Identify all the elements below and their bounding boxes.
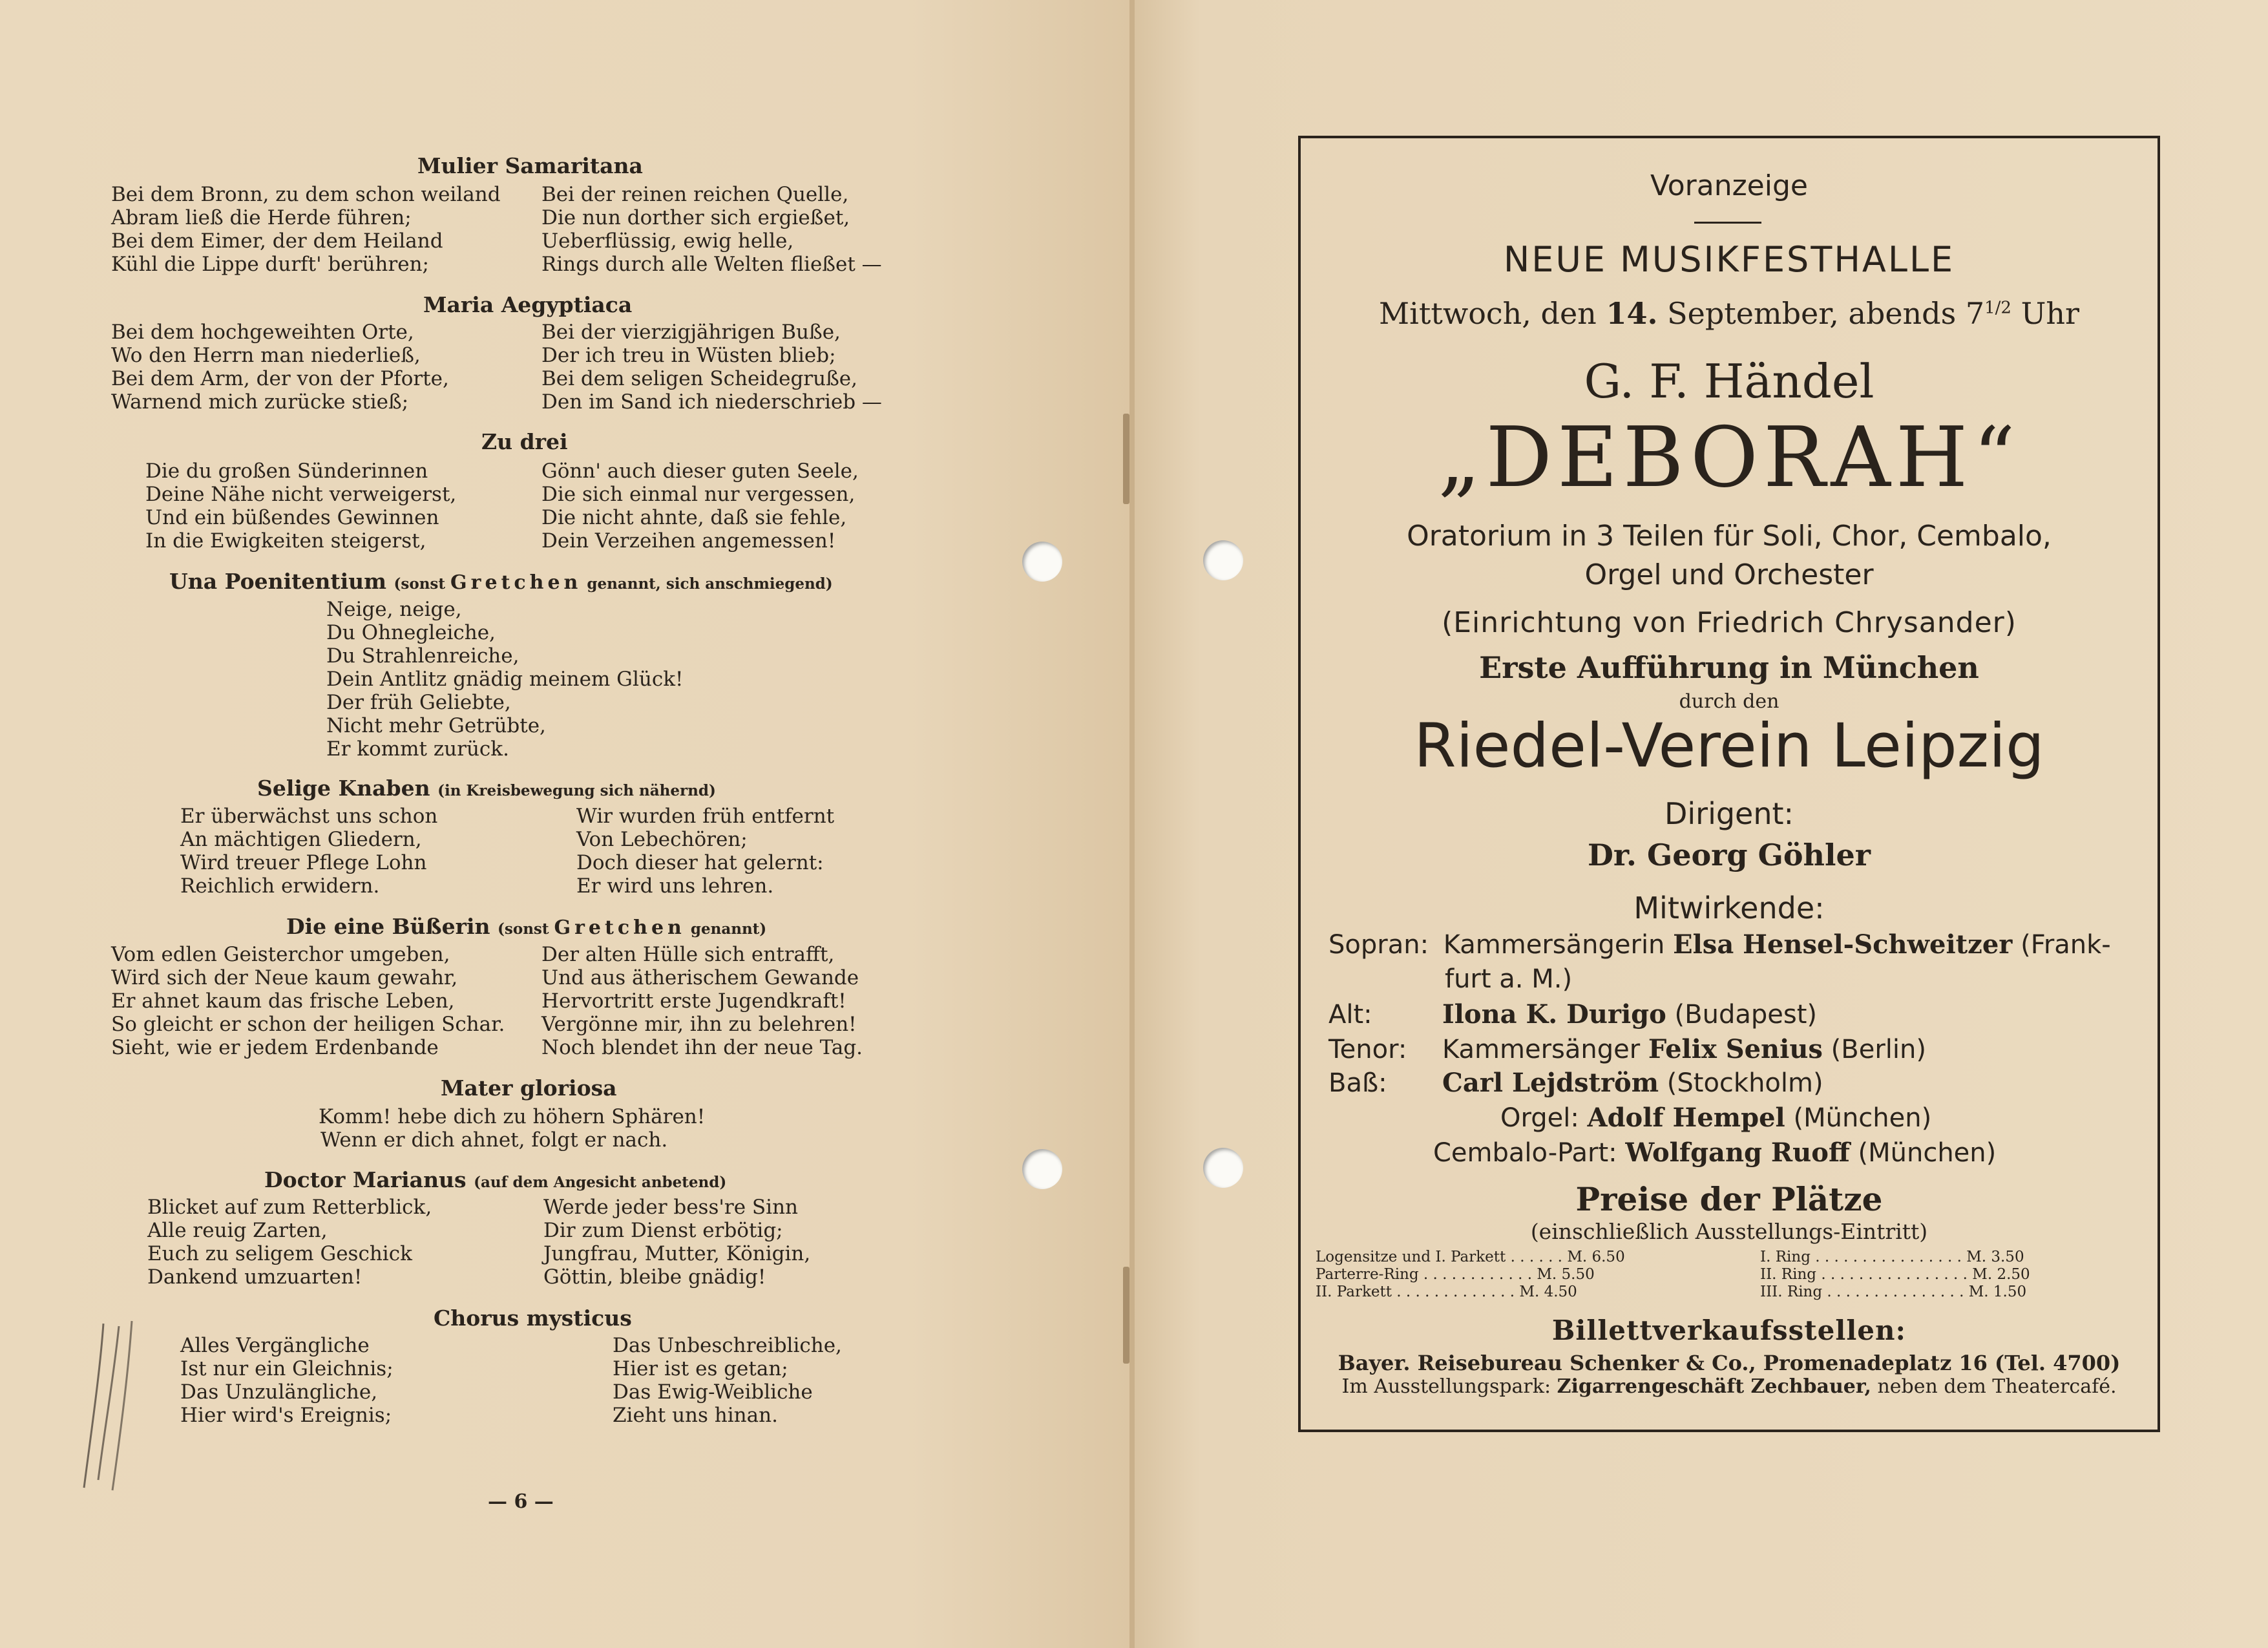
- arrangement-note: (Einrichtung von Friedrich Chrysander): [1442, 606, 2017, 639]
- speaker-heading: Maria Aegyptiaca: [423, 292, 633, 317]
- speaker-name: Doctor Marianus: [264, 1167, 467, 1192]
- speaker-heading: Mulier Samaritana: [417, 153, 643, 178]
- verse-line: Wo den Herrn man niederließ,: [111, 344, 421, 367]
- verse-line: Euch zu seligem Geschick: [147, 1242, 412, 1265]
- verse-line: Abram ließ die Herde führen;: [111, 206, 412, 229]
- divider-rule: [1694, 222, 1761, 224]
- verse-column-right: [541, 460, 859, 553]
- speaker-heading: Zu drei: [481, 429, 568, 454]
- ensemble-name: Riedel-Verein Leipzig: [1414, 711, 2044, 781]
- verse-line: Jungfrau, Mutter, Königin,: [543, 1242, 811, 1265]
- verse-line: Die nun dorther sich ergießet,: [541, 206, 850, 229]
- verse-line: Reichlich erwidern.: [180, 874, 380, 898]
- speaker-heading: Chorus mysticus: [434, 1305, 632, 1331]
- pencil-scribble: [65, 1318, 155, 1493]
- stage-direction: (sonst Gretchen genannt, sich anschmiegend): [394, 571, 833, 594]
- verse-line: Die sich einmal nur vergessen,: [541, 483, 856, 506]
- speaker-heading: Mater gloriosa: [441, 1075, 617, 1101]
- verse-line: Dankend umzuarten!: [147, 1265, 362, 1289]
- ticket-outlet: Bayer. Reisebureau Schenker & Co., Promenadeplatz 16 (Tel. 4700): [1338, 1351, 2121, 1375]
- price-row: II. Ring . . . . . . . . . . . . . . . . M. 2.50: [1760, 1266, 2030, 1283]
- verse-line: Die nicht ahnte, daß sie fehle,: [541, 506, 847, 529]
- speaker-heading: [169, 569, 833, 594]
- verse-line: Wird treuer Pflege Lohn: [180, 851, 427, 874]
- verse-line: Kühl die Lippe durft' berühren;: [111, 253, 429, 276]
- speaker-name: Una Poenitentium: [169, 569, 387, 594]
- tickets-heading: Billettverkaufsstellen:: [1551, 1315, 1907, 1346]
- verse-line: Zieht uns hinan.: [613, 1404, 778, 1427]
- faust-text: [0, 0, 1132, 1648]
- stage-direction: (sonst Gretchen genannt): [498, 916, 767, 939]
- speaker-name: Selige Knaben: [257, 776, 430, 801]
- premiere-note: Erste Aufführung in München: [1479, 650, 1979, 685]
- verse-line: Das Unzulängliche,: [180, 1380, 378, 1404]
- verse-line: Er ahnet kaum das frische Leben,: [111, 989, 455, 1013]
- cast-soprano-place: furt a. M.): [1445, 964, 1573, 994]
- verse-line: Wird sich der Neue kaum gewahr,: [111, 966, 458, 989]
- cast-bass: Baß: Carl Lejdström (Stockholm): [1328, 1068, 1823, 1098]
- verse-line: Bei der vierzigjährigen Buße,: [541, 321, 841, 344]
- composer: G. F. Händel: [1584, 354, 1874, 408]
- verse-line: Vergönne mir, ihn zu belehren!: [541, 1013, 857, 1036]
- verse-line: Bei dem Arm, der von der Pforte,: [111, 367, 449, 390]
- verse-line: Neige, neige,: [326, 598, 462, 621]
- verse-line: Noch blendet ihn der neue Tag.: [541, 1036, 863, 1059]
- work-title: „DEBORAH“: [1438, 410, 2021, 506]
- verse-column-right: [576, 805, 834, 898]
- verse-line: Deine Nähe nicht verweigerst,: [145, 483, 457, 506]
- price-row: II. Parkett . . . . . . . . . . . . . M. 4.50: [1316, 1284, 1577, 1300]
- verse-line: Hervortritt erste Jugendkraft!: [541, 989, 846, 1013]
- verse-line: Der ich treu in Wüsten blieb;: [541, 344, 836, 367]
- verse-line: Der alten Hülle sich entrafft,: [541, 943, 835, 966]
- verse-line: Blicket auf zum Retterblick,: [147, 1196, 432, 1219]
- verse-line: Und ein büßendes Gewinnen: [145, 506, 439, 529]
- cast-tenor: Tenor: Kammersänger Felix Senius (Berlin): [1328, 1034, 1926, 1064]
- verse-line: Dir zum Dienst erbötig;: [543, 1219, 783, 1242]
- speaker-heading: [286, 914, 766, 939]
- verse-line: Rings durch alle Welten fließet —: [541, 253, 882, 276]
- performers-label: Mitwirkende:: [1633, 891, 1825, 925]
- stage-direction: (auf dem Angesicht anbetend): [474, 1174, 727, 1191]
- punch-hole: [1203, 540, 1243, 580]
- by-line: durch den: [1679, 690, 1780, 713]
- verse-line: Alle reuig Zarten,: [147, 1219, 328, 1242]
- verse-line: Wenn er dich ahnet, folgt er nach.: [320, 1128, 668, 1152]
- price-row: Logensitze und I. Parkett . . . . . . M. 6.50: [1316, 1249, 1625, 1265]
- cast-soprano: Sopran: Kammersängerin Elsa Hensel-Schweitzer (Frank-: [1328, 929, 2111, 960]
- verse-column-right: [541, 321, 882, 414]
- verse-line: Hier ist es getan;: [613, 1357, 788, 1380]
- verse-line: Komm! hebe dich zu höhern Sphären!: [319, 1105, 706, 1128]
- price-row: I. Ring . . . . . . . . . . . . . . . . M. 3.50: [1760, 1249, 2024, 1265]
- verse-line: Das Ewig-Weibliche: [613, 1380, 813, 1404]
- verse-line: Gönn' auch dieser guten Seele,: [541, 460, 859, 483]
- verse-line: Warnend mich zurücke stieß;: [111, 390, 409, 414]
- verse-line: Das Unbeschreibliche,: [613, 1334, 842, 1357]
- verse-line: Und aus ätherischem Gewande: [541, 966, 859, 989]
- verse-line: Werde jeder bess're Sinn: [543, 1196, 798, 1219]
- cast-organ: Orgel: Adolf Hempel (München): [1500, 1103, 1932, 1133]
- verse-column-right: [613, 1334, 842, 1427]
- cast-alto: Alt: Ilona K. Durigo (Budapest): [1328, 999, 1817, 1030]
- cast-harpsichord: Cembalo-Part: Wolfgang Ruoff (München): [1433, 1137, 1997, 1168]
- verse-column: [326, 598, 683, 761]
- stage-direction: (in Kreisbewegung sich nähernd): [437, 782, 716, 799]
- ticket-outlet: Im Ausstellungspark: Zigarrengeschäft Zechbauer, neben dem Theatercafé.: [1341, 1375, 2117, 1398]
- verse-line: Bei dem seligen Scheidegruße,: [541, 367, 857, 390]
- date-line: Mittwoch, den 14. September, abends $7^{1/2}$ Uhr: [1379, 296, 2079, 331]
- verse-line: Göttin, bleibe gnädig!: [543, 1265, 766, 1289]
- verse-line: Die du großen Sünderinnen: [145, 460, 428, 483]
- verse-column-left: [147, 1196, 432, 1289]
- verse-column-left: [180, 805, 437, 898]
- verse-line: Bei dem Bronn, zu dem schon weiland: [111, 183, 501, 206]
- verse-column-left: [111, 943, 505, 1059]
- price-row: Parterre-Ring . . . . . . . . . . . . M. 5.50: [1316, 1266, 1595, 1283]
- verse-line: Er kommt zurück.: [326, 737, 509, 761]
- punch-hole: [1203, 1148, 1243, 1188]
- preannouncement: Voranzeige: [1650, 169, 1808, 202]
- verse-column-left: [111, 321, 449, 414]
- verse-line: Bei dem hochgeweihten Orte,: [111, 321, 414, 344]
- verse-line: Nicht mehr Getrübte,: [326, 714, 546, 737]
- venue: NEUE MUSIKFESTHALLE: [1503, 239, 1955, 280]
- verse-line: Sieht, wie er jedem Erdenbande: [111, 1036, 439, 1059]
- verse-line: Hier wird's Ereignis;: [180, 1404, 392, 1427]
- speaker-name: Die eine Büßerin: [286, 914, 490, 939]
- verse-line: Der früh Geliebte,: [326, 691, 511, 714]
- verse-line: So gleicht er schon der heiligen Schar.: [111, 1013, 505, 1036]
- verse-line: Bei der reinen reichen Quelle,: [541, 183, 849, 206]
- conductor-name: Dr. Georg Göhler: [1588, 838, 1871, 872]
- work-description: Oratorium in 3 Teilen für Soli, Chor, Cembalo, Orgel und Orchester: [1407, 520, 2052, 591]
- verse-column: [319, 1105, 705, 1152]
- verse-line: Dein Antlitz gnädig meinem Glück!: [326, 668, 684, 691]
- verse-line: Du Ohnegleiche,: [326, 621, 496, 644]
- verse-line: Von Lebechören;: [576, 828, 748, 851]
- page-number: — 6 —: [488, 1490, 554, 1513]
- verse-line: Dein Verzeihen angemessen!: [541, 529, 836, 553]
- verse-line: Er überwächst uns schon: [180, 805, 438, 828]
- verse-column-right: [543, 1196, 810, 1289]
- verse-column-right: [541, 183, 882, 276]
- verse-line: An mächtigen Gliedern,: [180, 828, 422, 851]
- verse-line: Er wird uns lehren.: [576, 874, 774, 898]
- prices-heading: Preise der Plätze: [1575, 1180, 1883, 1218]
- verse-line: Bei dem Eimer, der dem Heiland: [111, 229, 443, 253]
- verse-line: Alles Vergängliche: [180, 1334, 370, 1357]
- speaker-heading: [257, 776, 716, 801]
- verse-column-left: [111, 183, 501, 276]
- verse-line: In die Ewigkeiten steigerst,: [145, 529, 426, 553]
- verse-line: Ueberflüssig, ewig helle,: [541, 229, 794, 253]
- verse-column-right: [541, 943, 863, 1059]
- speaker-heading: [264, 1167, 726, 1192]
- verse-line: Wir wurden früh entfernt: [576, 805, 835, 828]
- verse-column-left: [180, 1334, 394, 1427]
- prices-note: (einschließlich Ausstellungs-Eintritt): [1530, 1219, 1928, 1244]
- conductor-label: Dirigent:: [1664, 796, 1794, 831]
- verse-line: Den im Sand ich niederschrieb —: [541, 390, 882, 414]
- verse-line: Du Strahlenreiche,: [326, 644, 520, 668]
- verse-line: Vom edlen Geisterchor umgeben,: [111, 943, 450, 966]
- verse-line: Ist nur ein Gleichnis;: [180, 1357, 394, 1380]
- verse-column-left: [145, 460, 456, 553]
- price-row: III. Ring . . . . . . . . . . . . . . . M. 1.50: [1760, 1284, 2027, 1300]
- verse-line: Doch dieser hat gelernt:: [576, 851, 824, 874]
